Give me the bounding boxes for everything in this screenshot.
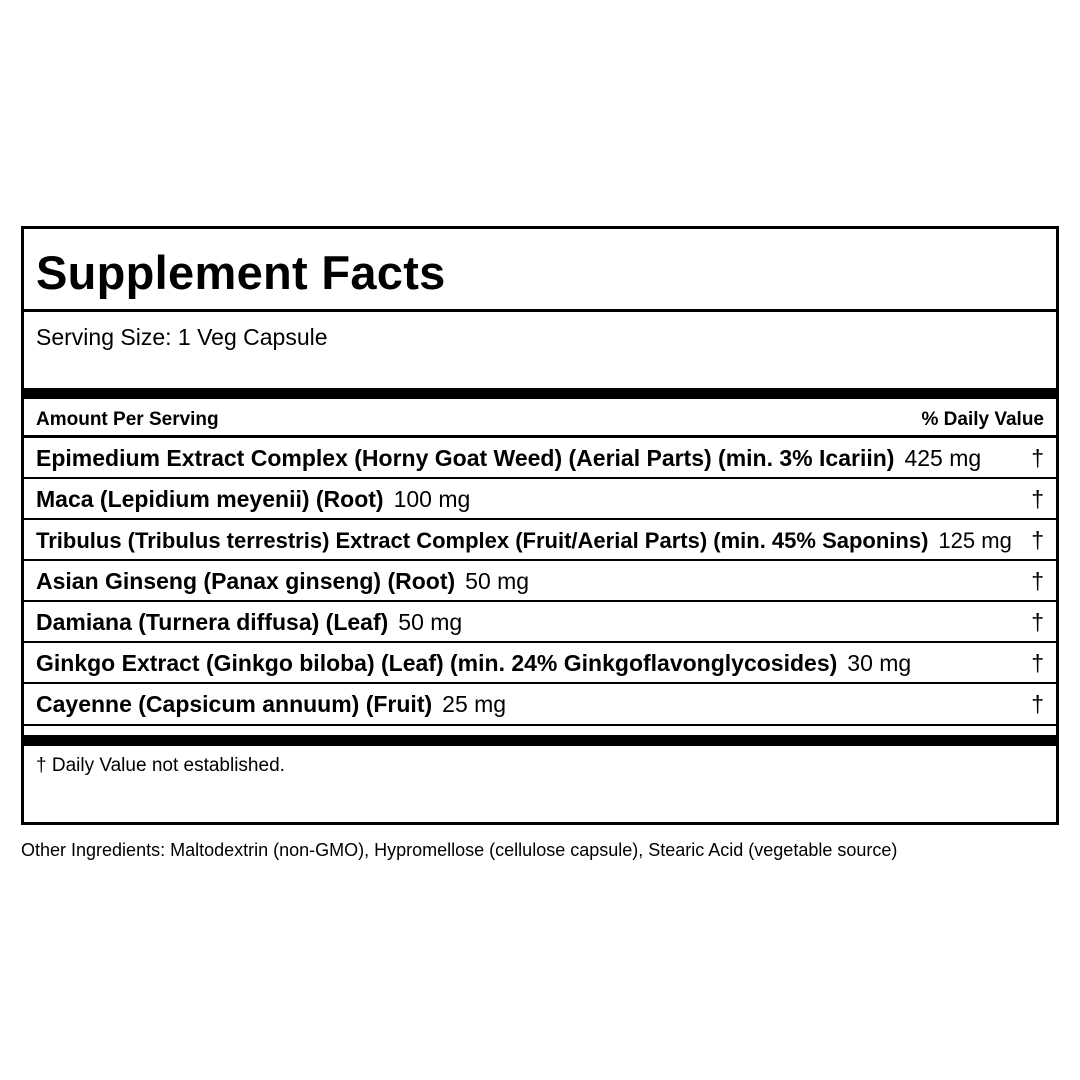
daily-value-mark: †: [1031, 568, 1044, 594]
ingredient-amount: 50 mg: [398, 609, 463, 635]
row-divider: [24, 724, 1056, 726]
daily-value-mark: †: [1031, 486, 1044, 512]
ingredient-amount: 50 mg: [465, 568, 530, 594]
footnote: † Daily Value not established.: [36, 755, 285, 776]
ingredient-row: [24, 602, 1056, 643]
ingredient-amount: 25 mg: [442, 691, 507, 717]
daily-value-mark: †: [1031, 445, 1044, 471]
serving-size: Serving Size: 1 Veg Capsule: [36, 324, 328, 350]
ingredient-name: Maca (Lepidium meyenii) (Root): [36, 486, 384, 512]
ingredient-row: [24, 643, 1056, 684]
daily-value-header: % Daily Value: [921, 409, 1044, 430]
amount-per-serving-header: Amount Per Serving: [36, 409, 219, 430]
daily-value-mark: †: [1031, 691, 1044, 717]
panel-title: Supplement Facts: [36, 246, 446, 299]
ingredient-amount: 125 mg: [938, 528, 1012, 553]
thick-divider: [24, 735, 1056, 746]
other-ingredients: Other Ingredients: Maltodextrin (non-GMO), Hypromellose (cellulose capsule), Stearic Acid (vegetable source): [21, 840, 898, 860]
ingredient-name: Epimedium Extract Complex (Horny Goat Weed) (Aerial Parts) (min. 3% Icariin): [36, 445, 895, 471]
ingredient-name: Asian Ginseng (Panax ginseng) (Root): [36, 568, 456, 594]
ingredient-amount: 30 mg: [847, 650, 912, 676]
daily-value-mark: †: [1031, 650, 1044, 676]
thick-divider: [24, 388, 1056, 399]
ingredient-row: [24, 520, 1056, 561]
daily-value-mark: †: [1031, 527, 1044, 553]
ingredient-amount: 425 mg: [904, 445, 982, 471]
ingredient-row: [24, 479, 1056, 520]
ingredient-name: Tribulus (Tribulus terrestris) Extract Complex (Fruit/Aerial Parts) (min. 45% Saponins): [36, 528, 929, 553]
ingredient-row: [24, 438, 1056, 479]
divider: [24, 309, 1056, 312]
daily-value-mark: †: [1031, 609, 1044, 635]
ingredient-row: [24, 684, 1056, 725]
ingredient-row: [24, 561, 1056, 602]
ingredient-name: Damiana (Turnera diffusa) (Leaf): [36, 609, 389, 635]
ingredient-amount: 100 mg: [393, 486, 471, 512]
ingredient-name: Ginkgo Extract (Ginkgo biloba) (Leaf) (min. 24% Ginkgoflavonglycosides): [36, 650, 838, 676]
supplement-facts-panel: [21, 226, 1059, 825]
ingredient-name: Cayenne (Capsicum annuum) (Fruit): [36, 691, 433, 717]
